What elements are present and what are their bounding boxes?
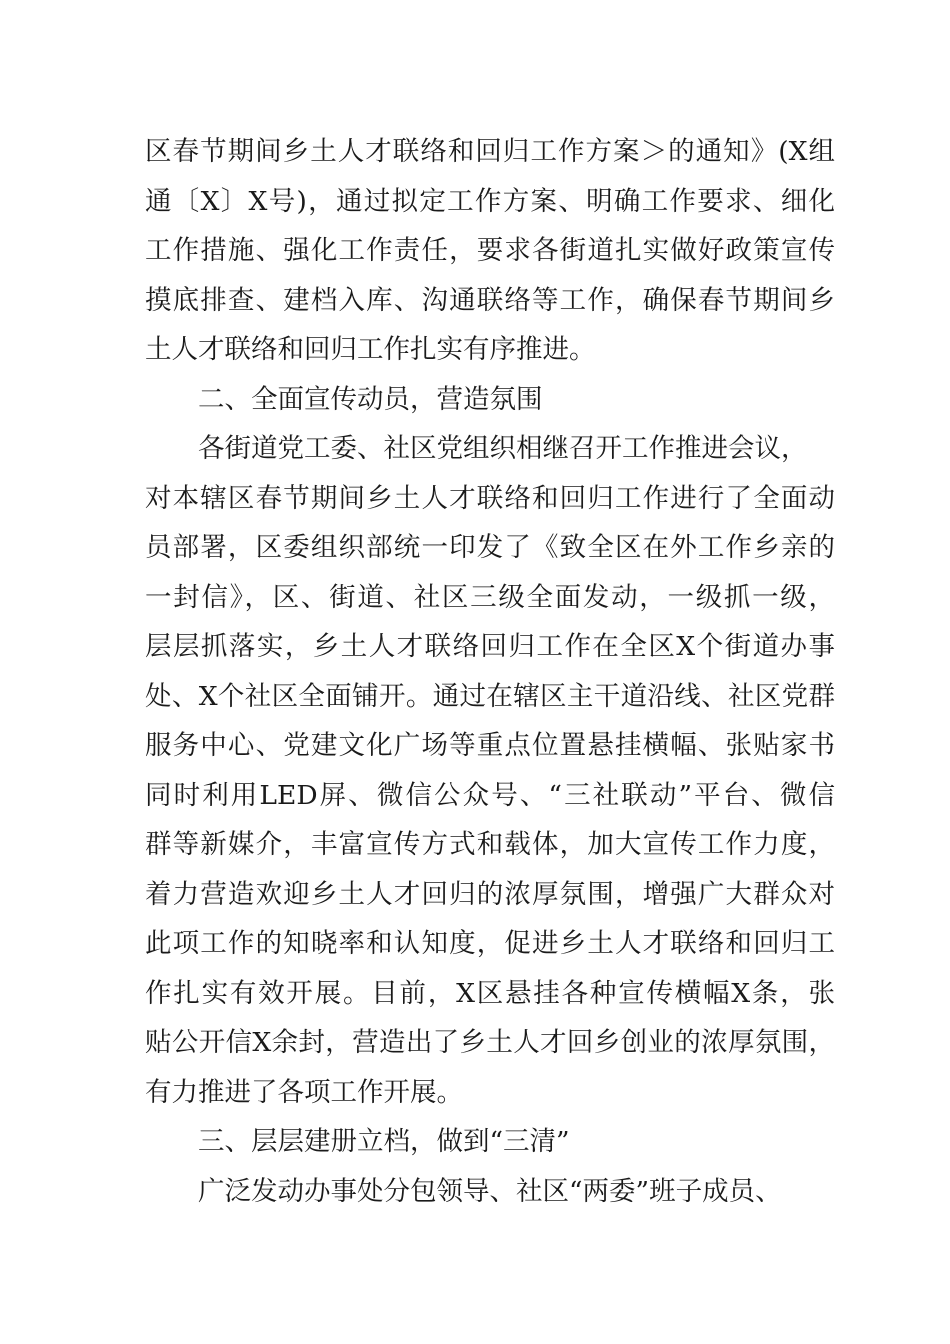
paragraph-line: 着力营造欢迎乡土人才回归的浓厚氛围，增强广大群众对 <box>145 878 835 910</box>
paragraph-line: 有力推进了各项工作开展。 <box>145 1076 463 1108</box>
paragraph-line: 群等新媒介，丰富宣传方式和载体，加大宣传工作力度， <box>145 829 835 860</box>
paragraph-line: 作扎实有效开展。目前，X区悬挂各种宣传横幅X条，张 <box>145 977 835 1009</box>
paragraph-line: 服务中心、党建文化广场等重点位置悬挂横幅、张贴家书 <box>145 730 835 761</box>
paragraph-line: 层层抓落实，乡土人才联络回归工作在全区X个街道办事 <box>145 631 835 662</box>
section-heading: 三、层层建册立档，做到“三清” <box>198 1126 570 1157</box>
paragraph-line: 各街道党工委、社区党组织相继召开工作推进会议， <box>198 433 808 464</box>
paragraph-line: 此项工作的知晓率和认知度，促进乡土人才联络和回归工 <box>145 928 835 959</box>
paragraph-line: 广泛发动办事处分包领导、社区“两委”班子成员、 <box>198 1175 782 1207</box>
paragraph-line: 员部署，区委组织部统一印发了《致全区在外工作乡亲的 <box>145 532 835 563</box>
paragraph-line: 土人才联络和回归工作扎实有序推进。 <box>145 334 596 365</box>
section-heading: 二、全面宣传动员，营造氛围 <box>198 383 543 415</box>
paragraph-line: 摸底排查、建档入库、沟通联络等工作，确保春节期间乡 <box>145 284 835 316</box>
paragraph-line: 一封信》，区、街道、社区三级全面发动，一级抓一级， <box>145 581 835 613</box>
paragraph-line: 对本辖区春节期间乡土人才联络和回归工作进行了全面动 <box>145 482 835 514</box>
paragraph-line: 区春节期间乡土人才联络和回归工作方案＞的通知》(X组 <box>145 136 835 167</box>
paragraph-line: 同时利用LED屏、微信公众号、“三社联动”平台、微信 <box>145 779 835 811</box>
paragraph-line: 处、X个社区全面铺开。通过在辖区主干道沿线、社区党群 <box>145 680 835 712</box>
paragraph-line: 通〔X〕X号)，通过拟定工作方案、明确工作要求、细化 <box>145 185 835 217</box>
document-body <box>145 127 835 1216</box>
paragraph-line: 工作措施、强化工作责任，要求各街道扎实做好政策宣传 <box>145 235 835 266</box>
paragraph-line: 贴公开信X余封，营造出了乡土人才回乡创业的浓厚氛围， <box>145 1027 835 1058</box>
